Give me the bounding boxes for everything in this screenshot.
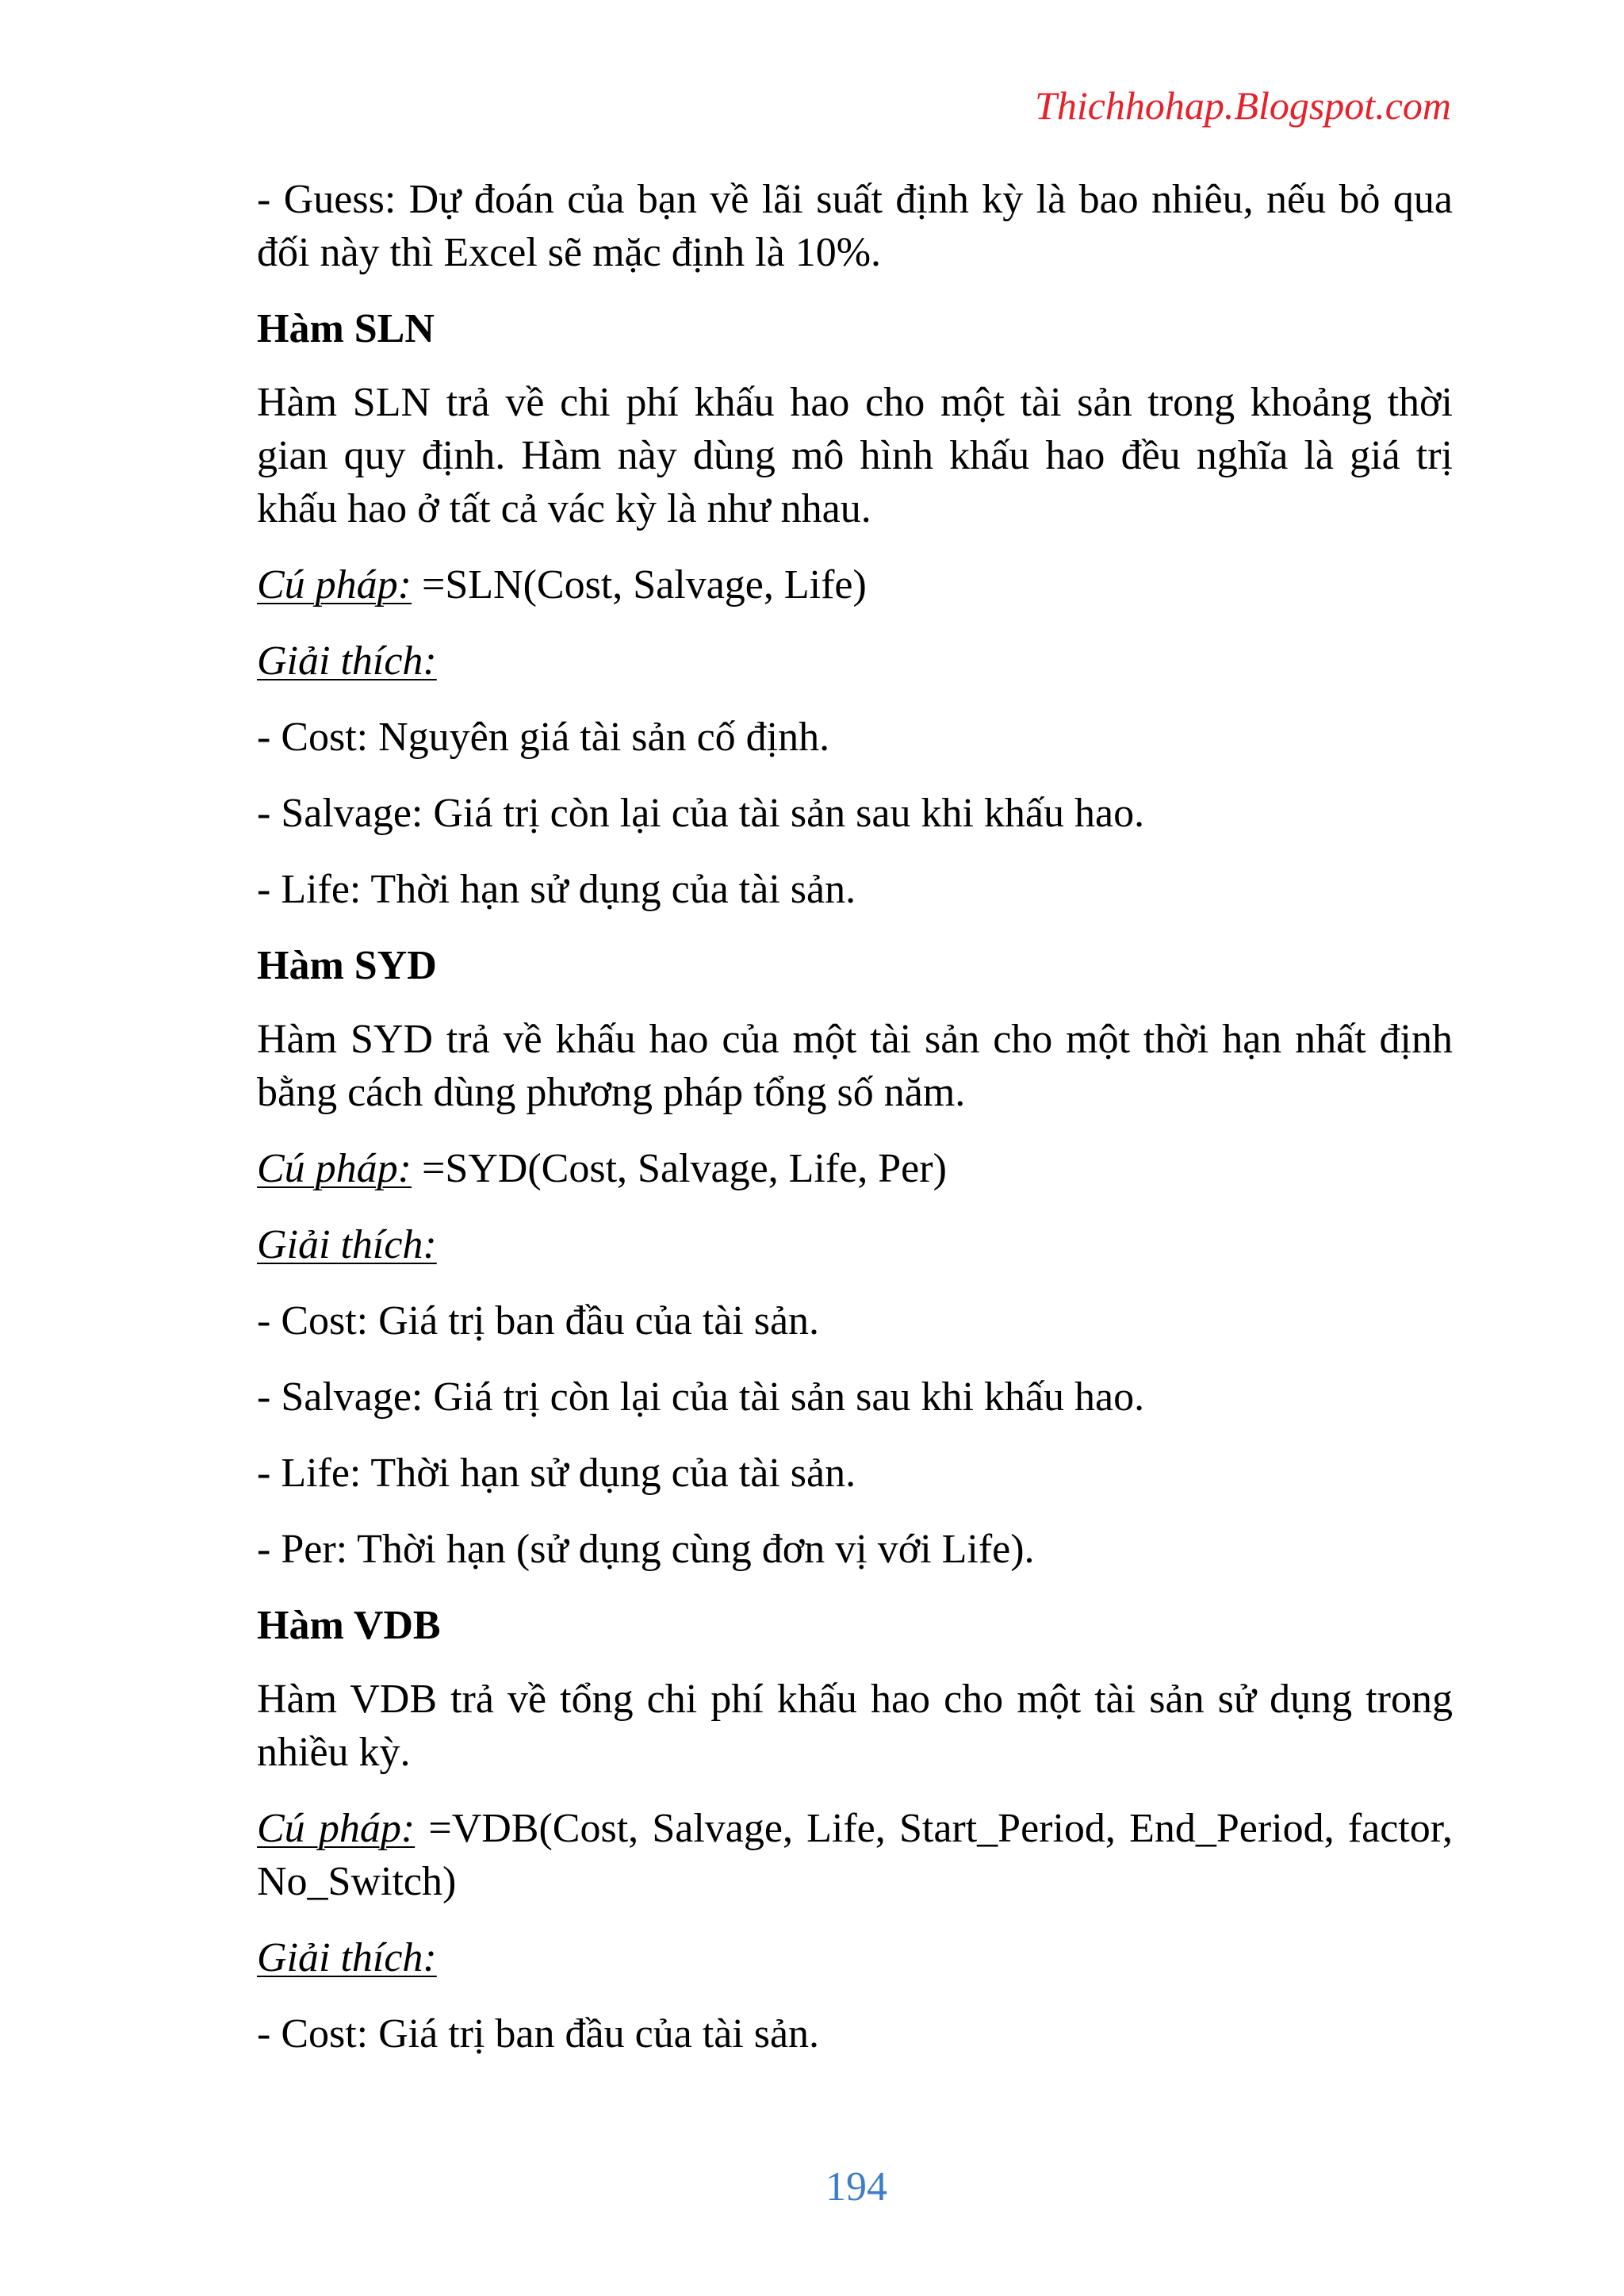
- sln-arg-salvage: - Salvage: Giá trị còn lại của tài sản sau khi khấu hao.: [257, 791, 1145, 836]
- vdb-heading: Hàm VDB: [257, 1603, 441, 1648]
- vdb-syntax-label: Cú pháp:: [257, 1806, 416, 1851]
- syd-arg-life: - Life: Thời hạn sử dụng của tài sản.: [257, 1451, 856, 1496]
- sln-syntax-label: Cú pháp:: [257, 562, 412, 608]
- vdb-syntax-formula: =VDB(Cost, Salvage, Life, Start_Period, End_Period, factor, No_Switch): [257, 1806, 1453, 1904]
- vdb-description: Hàm VDB trả về tổng chi phí khấu hao cho một tài sản sử dụng trong nhiều kỳ.: [257, 1677, 1453, 1775]
- vdb-arg-cost: - Cost: Giá trị ban đầu của tài sản.: [257, 2011, 820, 2056]
- syd-arg-per: - Per: Thời hạn (sử dụng cùng đơn vị với Life).: [257, 1527, 1035, 1572]
- syd-syntax-formula: =SYD(Cost, Salvage, Life, Per): [412, 1146, 947, 1191]
- page-content: [257, 173, 1453, 2083]
- vdb-explain-label-line: [257, 1931, 1453, 1984]
- sln-explain-label-line: [257, 634, 1453, 688]
- syd-heading: Hàm SYD: [257, 943, 437, 988]
- sln-syntax-formula: =SLN(Cost, Salvage, Life): [412, 562, 867, 608]
- vdb-explain-label: Giải thích:: [257, 1935, 437, 1980]
- guess-paragraph: - Guess: Dự đoán của bạn về lãi suất định kỳ là bao nhiêu, nếu bỏ qua đối này thì Excel sẽ mặc định là 10%.: [257, 177, 1453, 275]
- sln-arg-cost: - Cost: Nguyên giá tài sản cố định.: [257, 715, 830, 760]
- syd-syntax-label: Cú pháp:: [257, 1146, 412, 1191]
- syd-explain-label: Giải thích:: [257, 1222, 437, 1267]
- syd-arg-salvage: - Salvage: Giá trị còn lại của tài sản sau khi khấu hao.: [257, 1374, 1145, 1420]
- syd-syntax: [257, 1142, 1453, 1195]
- blog-link[interactable]: Thichhohap.Blogspot.com: [1035, 83, 1451, 128]
- syd-description: Hàm SYD trả về khấu hao của một tài sản cho một thời hạn nhất định bằng cách dùng phương pháp tổng số năm.: [257, 1017, 1453, 1115]
- page-number: 194: [825, 2164, 887, 2210]
- sln-arg-life: - Life: Thời hạn sử dụng của tài sản.: [257, 867, 856, 912]
- sln-syntax: [257, 558, 1453, 611]
- syd-explain-label-line: [257, 1218, 1453, 1271]
- sln-heading: Hàm SLN: [257, 306, 435, 351]
- sln-description: Hàm SLN trả về chi phí khấu hao cho một tài sản trong khoảng thời gian quy định. Hàm này dùng mô hình khấu hao đều nghĩa là giá trị khấu hao ở tất cả vác kỳ là như nhau.: [257, 380, 1453, 531]
- syd-arg-cost: - Cost: Giá trị ban đầu của tài sản.: [257, 1298, 820, 1343]
- vdb-syntax: [257, 1802, 1453, 1908]
- sln-explain-label: Giải thích:: [257, 638, 437, 684]
